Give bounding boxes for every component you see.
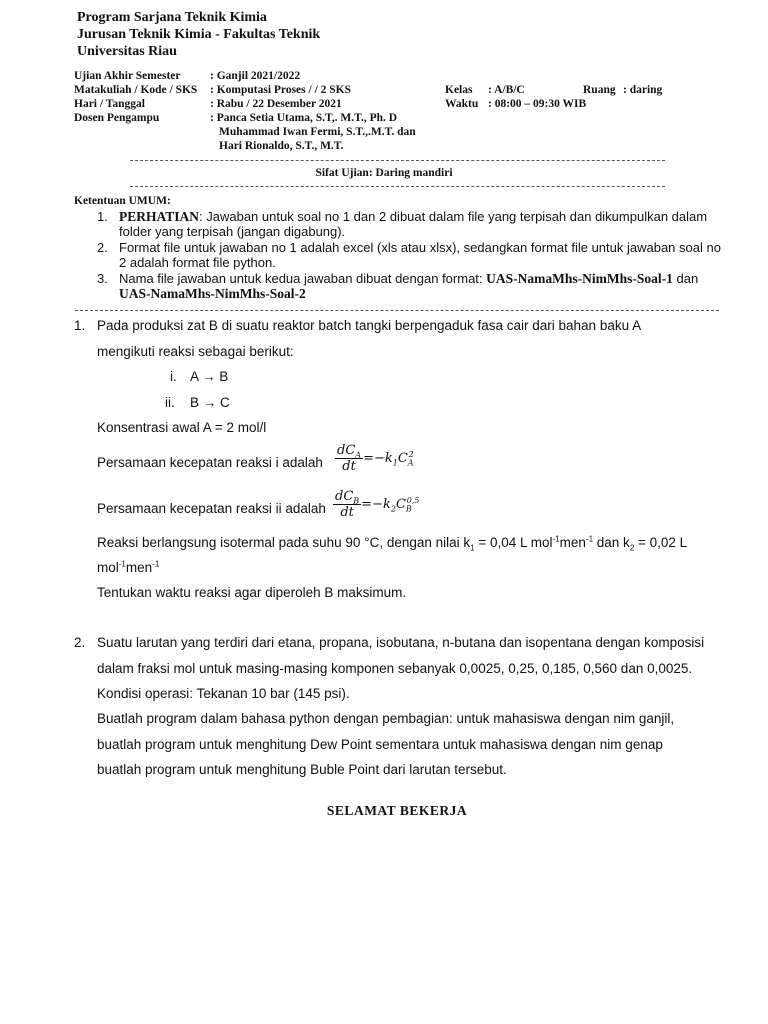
time-label: Waktu bbox=[445, 98, 479, 110]
time-value: : 08:00 – 09:30 WIB bbox=[488, 98, 587, 110]
lecturer-3: Hari Rionaldo, S.T., M.T. bbox=[219, 140, 344, 152]
course-label: Matakuliah / Kode / SKS bbox=[74, 84, 198, 96]
q2-line-1: Suatu larutan yang terdiri dari etana, propana, isobutana, n-butana dan isopentana dengan komposisi bbox=[97, 635, 705, 650]
room-label: Ruang bbox=[583, 84, 616, 96]
question-number: 2. bbox=[74, 635, 86, 650]
exam-label: Ujian Akhir Semester bbox=[74, 70, 181, 82]
initial-concentration: Konsentrasi awal A = 2 mol/l bbox=[97, 420, 267, 435]
rule-3-filename-1: UAS-NamaMhs-NimMhs-Soal-1 bbox=[486, 271, 673, 286]
q2-line-2: dalam fraksi mol untuk masing-masing komponen sebanyak 0,0025, 0,25, 0,185, 0,560 dan 0,0025. bbox=[97, 661, 693, 676]
rule-2: Format file untuk jawaban no 1 adalah excel (xls atau xlsx), sedangkan format file untuk jawaban soal no bbox=[119, 240, 721, 255]
conditions-text: Reaksi berlangsung isotermal pada suhu 90 °C, dengan nilai k bbox=[97, 535, 471, 550]
course-value: : Komputasi Proses / / 2 SKS bbox=[210, 84, 351, 96]
divider bbox=[130, 160, 665, 161]
q2-line-4: Buatlah program dalam bahasa python dengan pembagian: untuk mahasiswa dengan nim ganjil, bbox=[97, 711, 675, 726]
room-value: : daring bbox=[623, 84, 663, 96]
date-value: : Rabu / 22 Desember 2021 bbox=[210, 98, 342, 110]
divider bbox=[130, 186, 665, 187]
class-value: : A/B/C bbox=[488, 84, 525, 96]
question-number: 1. bbox=[74, 318, 86, 333]
q1-line-1: Pada produksi zat B di suatu reaktor batch tangki berpengaduk fasa cair dari bahan baku A bbox=[97, 318, 642, 333]
rule-3-text: Nama file jawaban untuk kedua jawaban dibuat dengan format: bbox=[119, 271, 487, 286]
rules-title: Ketentuan UMUM: bbox=[74, 195, 171, 207]
reaction-conditions-cont: mol$^{-1}$men$^{-1}$ bbox=[97, 559, 160, 575]
lecturer-2: Muhammad Iwan Fermi, S.T.,.M.T. dan bbox=[219, 126, 416, 138]
rule-number: 3. bbox=[97, 271, 108, 286]
reaction-conditions: Reaksi berlangsung isotermal pada suhu 90 °C, dengan nilai $k_1 = 0,04$ L mol$^{-1}$men$^{-1}$ dan $k_2 = 0,02$ L bbox=[97, 534, 688, 553]
lecturer-label: Dosen Pengampu bbox=[74, 112, 160, 124]
date-label: Hari / Tanggal bbox=[74, 98, 145, 110]
reaction-1: A → B bbox=[190, 369, 229, 384]
rate-eq-2-formula: $dC_B$ dt $=-k_2C_B^{0,5}$ bbox=[335, 489, 420, 520]
rule-2-cont: 2 adalah format file python. bbox=[119, 255, 276, 270]
rule-3 bbox=[119, 271, 698, 287]
university-title: Universitas Riau bbox=[77, 44, 177, 59]
lecturer-1: : Panca Setia Utama, S.T,. M.T., Ph. D bbox=[210, 112, 398, 124]
rule-number: 1. bbox=[97, 209, 108, 224]
q2-line-3: Kondisi operasi: Tekanan 10 bar (145 psi). bbox=[97, 686, 350, 701]
q1-line-2: mengikuti reaksi sebagai berikut: bbox=[97, 344, 294, 359]
exam-nature: Sifat Ujian: Daring mandiri bbox=[315, 167, 453, 179]
rule-3-filename-2: UAS-NamaMhs-NimMhs-Soal-2 bbox=[119, 286, 306, 301]
rule-number: 2. bbox=[97, 240, 108, 255]
reaction-number: i. bbox=[170, 369, 177, 384]
rule-3-and: dan bbox=[672, 271, 699, 286]
class-label: Kelas bbox=[445, 84, 473, 96]
rate-eq-2-label: Persamaan kecepatan reaksi ii adalah bbox=[97, 501, 326, 516]
closing-message: SELAMAT BEKERJA bbox=[326, 803, 468, 818]
rule-1 bbox=[119, 209, 707, 225]
rule-1-cont: folder yang terpisah (jangan digabung). bbox=[119, 224, 346, 239]
divider bbox=[75, 310, 719, 311]
q2-line-6: buatlah program untuk menghitung Buble Point dari larutan tersebut. bbox=[97, 762, 507, 777]
rate-eq-1-formula: $dC_A$ dt $=-k_1C_A^2$ bbox=[337, 443, 414, 474]
rule-1-text: : Jawaban untuk soal no 1 dan 2 dibuat dalam file yang terpisah dan dikumpulkan dalam bbox=[199, 209, 708, 224]
exam-value: : Ganjil 2021/2022 bbox=[210, 70, 301, 82]
q1-task: Tentukan waktu reaksi agar diperoleh B maksimum. bbox=[97, 585, 407, 600]
rate-eq-1-label: Persamaan kecepatan reaksi i adalah bbox=[97, 455, 323, 470]
department-title: Jurusan Teknik Kimia - Fakultas Teknik bbox=[77, 27, 321, 42]
conditions-unit: mol bbox=[97, 560, 119, 575]
rule-1-emphasis: PERHATIAN bbox=[119, 209, 200, 224]
program-title: Program Sarjana Teknik Kimia bbox=[77, 10, 267, 25]
q2-line-5: buatlah program untuk menghitung Dew Point sementara untuk mahasiswa dengan nim genap bbox=[97, 737, 663, 752]
reaction-2: B → C bbox=[190, 395, 230, 410]
reaction-number: ii. bbox=[165, 395, 175, 410]
